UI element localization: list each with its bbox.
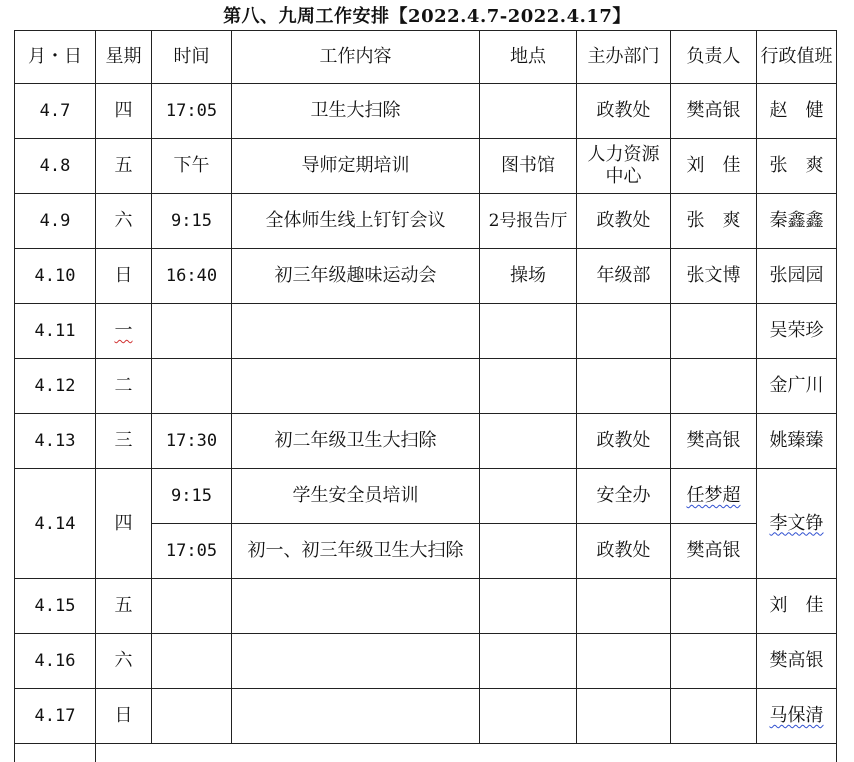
duty-cell [757,689,837,744]
weekday-cell: 六 [96,634,152,689]
content-cell: 初三年级趣味运动会 [232,249,480,304]
date-cell: 4.10 [15,249,96,304]
content-cell: 学生安全员培训 [232,469,480,524]
table-row [15,634,837,689]
content-cell: 初二年级卫生大扫除 [232,414,480,469]
dept-cell: 安全办 [577,469,671,524]
time-cell: 17:05 [152,524,232,579]
time-cell: 9:15 [152,469,232,524]
table-row [15,194,837,249]
table-row [15,414,837,469]
weekday-cell [96,304,152,359]
time-cell: 下午 [152,139,232,194]
time-cell [152,579,232,634]
date-cell: 4.16 [15,634,96,689]
time-cell: 16:40 [152,249,232,304]
place-cell [480,689,577,744]
dept-cell [577,579,671,634]
content-cell: 初一、初三年级卫生大扫除 [232,524,480,579]
header-date: 月・日 [15,31,96,84]
duty-text: 马保清 [770,705,824,726]
weekday-cell: 六 [96,194,152,249]
weekday-cell: 四 [96,84,152,139]
date-cell: 4.14 [15,469,96,579]
duty-cell: 秦鑫鑫 [757,194,837,249]
dept-cell: 年级部 [577,249,671,304]
table-row [15,689,837,744]
place-cell [480,634,577,689]
weekday-cell: 五 [96,579,152,634]
weekday-cell: 五 [96,139,152,194]
dept-cell [577,634,671,689]
dept-cell [577,304,671,359]
header-content: 工作内容 [232,31,480,84]
header-dept: 主办部门 [577,31,671,84]
date-cell: 4.13 [15,414,96,469]
time-cell [152,304,232,359]
owner-cell: 刘 佳 [671,139,757,194]
table-footer-row [15,744,837,762]
dept-cell: 政教处 [577,194,671,249]
owner-cell: 樊高银 [671,524,757,579]
owner-cell: 张文博 [671,249,757,304]
date-cell: 4.11 [15,304,96,359]
owner-cell [671,634,757,689]
content-cell: 导师定期培训 [232,139,480,194]
place-cell [480,304,577,359]
dept-cell: 人力资源中心 [577,139,671,194]
table-row [15,469,837,524]
header-time: 时间 [152,31,232,84]
content-cell [232,579,480,634]
owner-text: 任梦超 [687,485,741,506]
date-cell: 4.7 [15,84,96,139]
place-cell [480,359,577,414]
owner-cell: 樊高银 [671,84,757,139]
table-row [15,359,837,414]
owner-cell [671,689,757,744]
weekday-cell: 日 [96,689,152,744]
time-cell [152,689,232,744]
place-cell: 图书馆 [480,139,577,194]
owner-cell [671,359,757,414]
content-cell [232,634,480,689]
duty-cell: 刘 佳 [757,579,837,634]
owner-cell [671,304,757,359]
table-row [15,139,837,194]
header-duty: 行政值班 [757,31,837,84]
duty-text: 李文铮 [770,513,824,534]
duty-cell: 吴荣珍 [757,304,837,359]
weekday-cell: 日 [96,249,152,304]
duty-cell: 金广川 [757,359,837,414]
content-cell: 卫生大扫除 [232,84,480,139]
owner-cell: 张 爽 [671,194,757,249]
dept-cell [577,689,671,744]
place-cell [480,579,577,634]
header-weekday: 星期 [96,31,152,84]
header-row [15,31,837,84]
table-row [15,84,837,139]
weekday-cell: 三 [96,414,152,469]
footer-cell [96,744,837,762]
dept-cell: 政教处 [577,84,671,139]
content-cell [232,359,480,414]
place-cell: 2号报告厅 [480,194,577,249]
time-cell [152,359,232,414]
owner-cell [671,579,757,634]
schedule-table [14,30,837,762]
date-cell: 4.12 [15,359,96,414]
owner-cell: 樊高银 [671,414,757,469]
weekday-cell: 二 [96,359,152,414]
footer-cell [15,744,96,762]
content-cell: 全体师生线上钉钉会议 [232,194,480,249]
date-cell: 4.8 [15,139,96,194]
duty-cell: 樊高银 [757,634,837,689]
weekday-text: 一 [115,320,133,341]
dept-cell: 政教处 [577,414,671,469]
dept-cell: 政教处 [577,524,671,579]
place-cell [480,84,577,139]
time-cell [152,634,232,689]
table-row [15,249,837,304]
time-cell: 17:05 [152,84,232,139]
owner-cell [671,469,757,524]
place-cell [480,414,577,469]
duty-cell: 姚臻臻 [757,414,837,469]
time-cell: 9:15 [152,194,232,249]
duty-cell [757,469,837,579]
duty-cell: 赵 健 [757,84,837,139]
date-cell: 4.9 [15,194,96,249]
table-row [15,579,837,634]
header-place: 地点 [480,31,577,84]
header-owner: 负责人 [671,31,757,84]
page-title: 第八、九周工作安排【2022.4.7-2022.4.17】 [0,2,854,28]
duty-cell: 张园园 [757,249,837,304]
date-cell: 4.17 [15,689,96,744]
place-cell [480,524,577,579]
place-cell [480,469,577,524]
dept-cell [577,359,671,414]
table-row [15,304,837,359]
weekday-cell: 四 [96,469,152,579]
date-cell: 4.15 [15,579,96,634]
content-cell [232,689,480,744]
place-cell: 操场 [480,249,577,304]
time-cell: 17:30 [152,414,232,469]
duty-cell: 张 爽 [757,139,837,194]
content-cell [232,304,480,359]
